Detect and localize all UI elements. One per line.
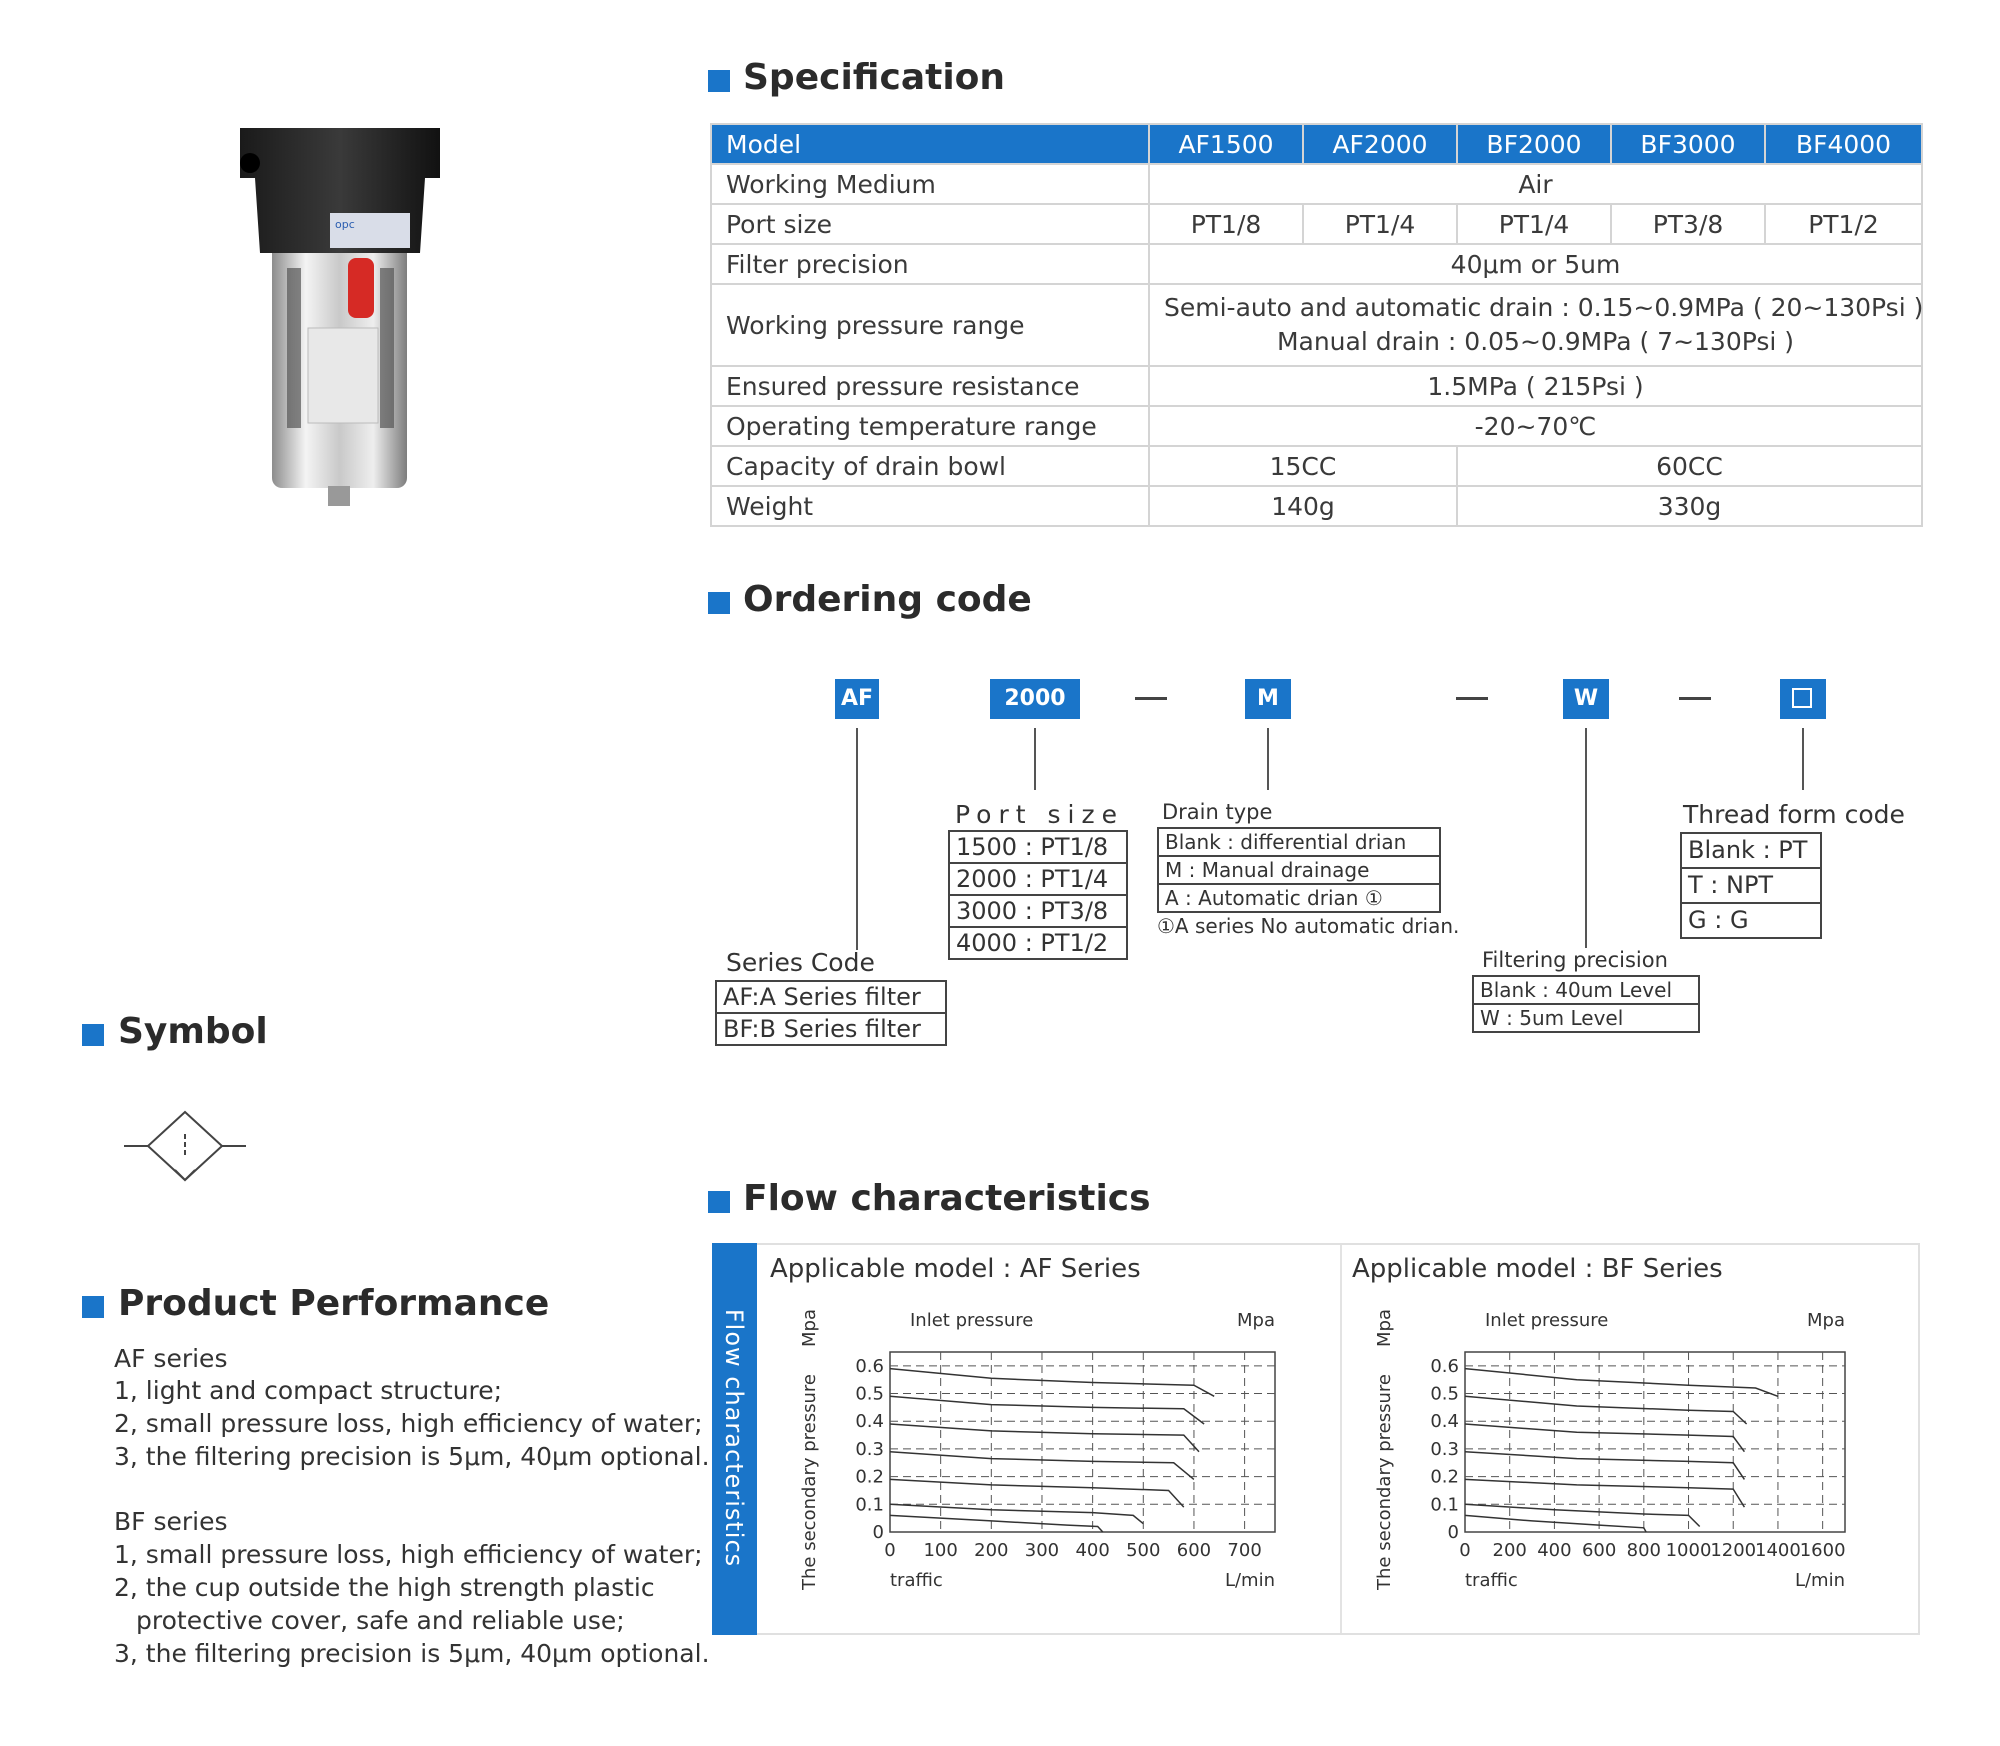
flow-divider xyxy=(1340,1245,1342,1633)
series-line xyxy=(1465,1369,1778,1397)
x-tick-label: 400 xyxy=(1075,1540,1110,1561)
table-row xyxy=(711,486,1922,526)
code-dash xyxy=(1679,697,1711,700)
pressure-line-2: Manual drain : 0.05~0.9MPa ( 7~130Psi ) xyxy=(1276,327,1795,356)
spec-header-cell: AF2000 xyxy=(1303,124,1457,164)
row-value: PT3/8 xyxy=(1611,204,1765,244)
series-line xyxy=(890,1396,1204,1424)
bf-feature: protective cover, safe and reliable use; xyxy=(136,1606,625,1635)
row-value: PT1/2 xyxy=(1765,204,1922,244)
row-value xyxy=(1149,284,1922,366)
drain-type-options xyxy=(1157,827,1441,913)
sight-window-right xyxy=(380,268,394,428)
y-axis-unit: Mpa xyxy=(799,1309,820,1347)
af-feature: 2, small pressure loss, high efficiency of water; xyxy=(114,1409,703,1438)
code-series-box: AF xyxy=(835,679,879,719)
x-axis-unit: L/min xyxy=(1794,1570,1845,1591)
series-line xyxy=(1465,1504,1700,1526)
list-item: W : 5um Level xyxy=(1474,1005,1698,1033)
x-axis-unit: L/min xyxy=(1224,1570,1275,1591)
drain-type-title: Drain type xyxy=(1162,800,1273,824)
performance-heading: Product Performance xyxy=(118,1283,550,1324)
series-line xyxy=(890,1424,1199,1452)
row-value: 1.5MPa ( 215Psi ) xyxy=(1149,366,1922,406)
connector-line xyxy=(1585,728,1587,948)
table-row xyxy=(711,446,1922,486)
x-tick-label: 200 xyxy=(1492,1540,1527,1561)
plot-frame xyxy=(890,1352,1275,1532)
series-line xyxy=(1465,1515,1646,1532)
connector-line xyxy=(1802,728,1804,790)
x-tick-label: 100 xyxy=(923,1540,958,1561)
flow-marker xyxy=(708,1191,730,1213)
ordering-marker xyxy=(708,592,730,614)
series-line xyxy=(1465,1479,1744,1507)
bf-series-title: BF series xyxy=(114,1507,228,1536)
spec-header-cell: Model xyxy=(711,124,1149,164)
list-item: T : NPT xyxy=(1682,869,1820,904)
inlet-pressure-unit: Mpa xyxy=(1807,1310,1845,1331)
x-tick-label: 200 xyxy=(974,1540,1009,1561)
y-tick-label: 0.3 xyxy=(855,1438,884,1460)
x-tick-label: 1200 xyxy=(1710,1540,1757,1561)
x-tick-label: 1000 xyxy=(1665,1540,1712,1561)
y-axis-label: The secondary pressure xyxy=(1374,1374,1395,1590)
specification-marker xyxy=(708,70,730,92)
code-port-box: 2000 xyxy=(990,679,1080,719)
bowl-label xyxy=(308,328,378,423)
list-item: M : Manual drainage xyxy=(1159,857,1439,885)
y-tick-label: 0.2 xyxy=(1430,1466,1459,1488)
row-label: Weight xyxy=(711,486,1149,526)
x-tick-label: 0 xyxy=(1459,1540,1471,1561)
row-value: -20~70℃ xyxy=(1149,406,1922,446)
row-label: Port size xyxy=(711,204,1149,244)
thread-form-options xyxy=(1680,832,1822,939)
table-row xyxy=(711,406,1922,446)
table-row xyxy=(711,204,1922,244)
y-tick-label: 0.2 xyxy=(855,1466,884,1488)
connector-line xyxy=(856,728,858,950)
row-value: PT1/4 xyxy=(1457,204,1611,244)
row-label: Capacity of drain bowl xyxy=(711,446,1149,486)
x-axis-label: traffic xyxy=(1465,1570,1518,1591)
row-value: PT1/4 xyxy=(1303,204,1457,244)
port-left xyxy=(240,153,260,173)
y-tick-label: 0.1 xyxy=(1430,1494,1459,1516)
drain-valve xyxy=(328,486,350,506)
x-tick-label: 400 xyxy=(1537,1540,1572,1561)
bf-chart-title: Applicable model : BF Series xyxy=(1352,1254,1723,1284)
series-line xyxy=(890,1479,1184,1507)
x-tick-label: 800 xyxy=(1626,1540,1662,1561)
series-line xyxy=(890,1504,1143,1523)
x-tick-label: 500 xyxy=(1126,1540,1161,1561)
bf-flow-chart xyxy=(1365,1288,1885,1628)
row-label: Operating temperature range xyxy=(711,406,1149,446)
list-item: Blank : differential drian xyxy=(1159,829,1439,857)
row-label: Ensured pressure resistance xyxy=(711,366,1149,406)
connector-line xyxy=(1267,728,1269,790)
code-thread-box xyxy=(1780,679,1826,719)
x-tick-label: 1400 xyxy=(1755,1540,1801,1561)
code-dash xyxy=(1135,697,1167,700)
row-value: PT1/8 xyxy=(1149,204,1303,244)
list-item: AF:A Series filter xyxy=(717,982,945,1014)
bf-feature: 3, the filtering precision is 5μm, 40μm optional. xyxy=(114,1639,710,1668)
row-value: 40μm or 5um xyxy=(1149,244,1922,284)
series-line xyxy=(1465,1396,1747,1424)
y-tick-label: 0.5 xyxy=(1430,1383,1459,1405)
y-tick-label: 0 xyxy=(872,1522,884,1543)
inlet-pressure-label: Inlet pressure xyxy=(910,1310,1034,1331)
af-feature: 3, the filtering precision is 5μm, 40μm optional. xyxy=(114,1442,710,1471)
spec-header-cell: AF1500 xyxy=(1149,124,1303,164)
spec-header-cell: BF2000 xyxy=(1457,124,1611,164)
pressure-line-1: Semi-auto and automatic drain : 0.15~0.9MPa ( 20~130Psi ) xyxy=(1164,293,1924,322)
thread-form-title: Thread form code xyxy=(1683,800,1905,829)
list-item: 2000 : PT1/4 xyxy=(950,864,1126,896)
y-tick-label: 0.5 xyxy=(855,1383,884,1405)
y-tick-label: 0.3 xyxy=(1430,1438,1459,1460)
y-tick-label: 0.4 xyxy=(855,1411,884,1433)
bf-feature: 2, the cup outside the high strength plastic xyxy=(114,1573,655,1602)
plot-frame xyxy=(1465,1352,1845,1532)
y-tick-label: 0.4 xyxy=(1430,1411,1459,1433)
af-series-title: AF series xyxy=(114,1344,228,1373)
bf-feature: 1, small pressure loss, high efficiency of water; xyxy=(114,1540,703,1569)
series-code-options xyxy=(715,980,947,1046)
performance-marker xyxy=(82,1296,104,1318)
list-item: G : G xyxy=(1682,904,1820,939)
code-precision-box: W xyxy=(1563,679,1609,719)
connector-line xyxy=(1034,728,1036,790)
list-item: A : Automatic drian ① xyxy=(1159,885,1439,913)
filtering-precision-options xyxy=(1472,975,1700,1033)
x-tick-label: 1600 xyxy=(1799,1540,1846,1561)
table-row xyxy=(711,164,1922,204)
x-tick-label: 600 xyxy=(1581,1540,1617,1561)
sight-window-left xyxy=(287,268,301,428)
row-value: 140g xyxy=(1149,486,1457,526)
spec-header-cell: BF3000 xyxy=(1611,124,1765,164)
af-feature: 1, light and compact structure; xyxy=(114,1376,503,1405)
row-label: Working Medium xyxy=(711,164,1149,204)
flow-heading: Flow characteristics xyxy=(743,1178,1151,1219)
list-item: Blank : 40um Level xyxy=(1474,977,1698,1005)
series-code-title: Series Code xyxy=(726,948,875,977)
spec-header-cell: BF4000 xyxy=(1765,124,1922,164)
list-item: 4000 : PT1/2 xyxy=(950,928,1126,960)
specification-table xyxy=(710,123,1923,527)
specification-heading: Specification xyxy=(743,57,1006,98)
table-row xyxy=(711,284,1922,366)
x-tick-label: 300 xyxy=(1024,1540,1060,1561)
series-line xyxy=(890,1515,1103,1532)
list-item: BF:B Series filter xyxy=(717,1014,945,1046)
table-row xyxy=(711,366,1922,406)
y-tick-label: 0.1 xyxy=(855,1494,884,1516)
row-value: 15CC xyxy=(1149,446,1457,486)
symbol-marker xyxy=(82,1024,104,1046)
filtering-precision-title: Filtering precision xyxy=(1482,948,1668,972)
flow-side-label: Flow characteristics xyxy=(720,1308,748,1568)
code-dash xyxy=(1456,697,1488,700)
inlet-pressure-label: Inlet pressure xyxy=(1485,1310,1609,1331)
series-line xyxy=(890,1369,1214,1397)
code-drain-box: M xyxy=(1245,679,1291,719)
row-value: 60CC xyxy=(1457,446,1922,486)
symbol-heading: Symbol xyxy=(118,1011,268,1052)
filter-symbol-icon xyxy=(120,1108,250,1188)
row-label: Filter precision xyxy=(711,244,1149,284)
port-size-options xyxy=(948,830,1128,960)
spec-header-row xyxy=(711,124,1922,164)
af-chart-title: Applicable model : AF Series xyxy=(770,1254,1141,1284)
x-axis-label: traffic xyxy=(890,1570,943,1591)
x-tick-label: 700 xyxy=(1227,1540,1262,1561)
inlet-pressure-unit: Mpa xyxy=(1237,1310,1275,1331)
y-tick-label: 0.6 xyxy=(855,1355,884,1377)
y-axis-unit: Mpa xyxy=(1374,1309,1395,1347)
row-label: Working pressure range xyxy=(711,284,1149,366)
y-tick-label: 0 xyxy=(1447,1522,1459,1543)
list-item: 1500 : PT1/8 xyxy=(950,832,1126,864)
product-image xyxy=(230,118,450,513)
list-item: Blank : PT xyxy=(1682,834,1820,869)
x-tick-label: 0 xyxy=(884,1540,896,1561)
row-value: Air xyxy=(1149,164,1922,204)
row-value: 330g xyxy=(1457,486,1922,526)
table-row xyxy=(711,244,1922,284)
head-logo: opc xyxy=(335,218,355,231)
x-tick-label: 600 xyxy=(1176,1540,1212,1561)
series-line xyxy=(1465,1452,1744,1480)
y-axis-label: The secondary pressure xyxy=(799,1374,820,1590)
list-item: 3000 : PT3/8 xyxy=(950,896,1126,928)
ordering-heading: Ordering code xyxy=(743,579,1032,620)
blank-square-icon xyxy=(1792,688,1812,708)
y-tick-label: 0.6 xyxy=(1430,1355,1459,1377)
port-size-title: Port size xyxy=(955,800,1124,829)
red-indicator xyxy=(348,258,374,318)
drain-footnote: ①A series No automatic drian. xyxy=(1157,914,1460,938)
series-line xyxy=(1465,1424,1744,1452)
af-flow-chart xyxy=(790,1288,1330,1628)
